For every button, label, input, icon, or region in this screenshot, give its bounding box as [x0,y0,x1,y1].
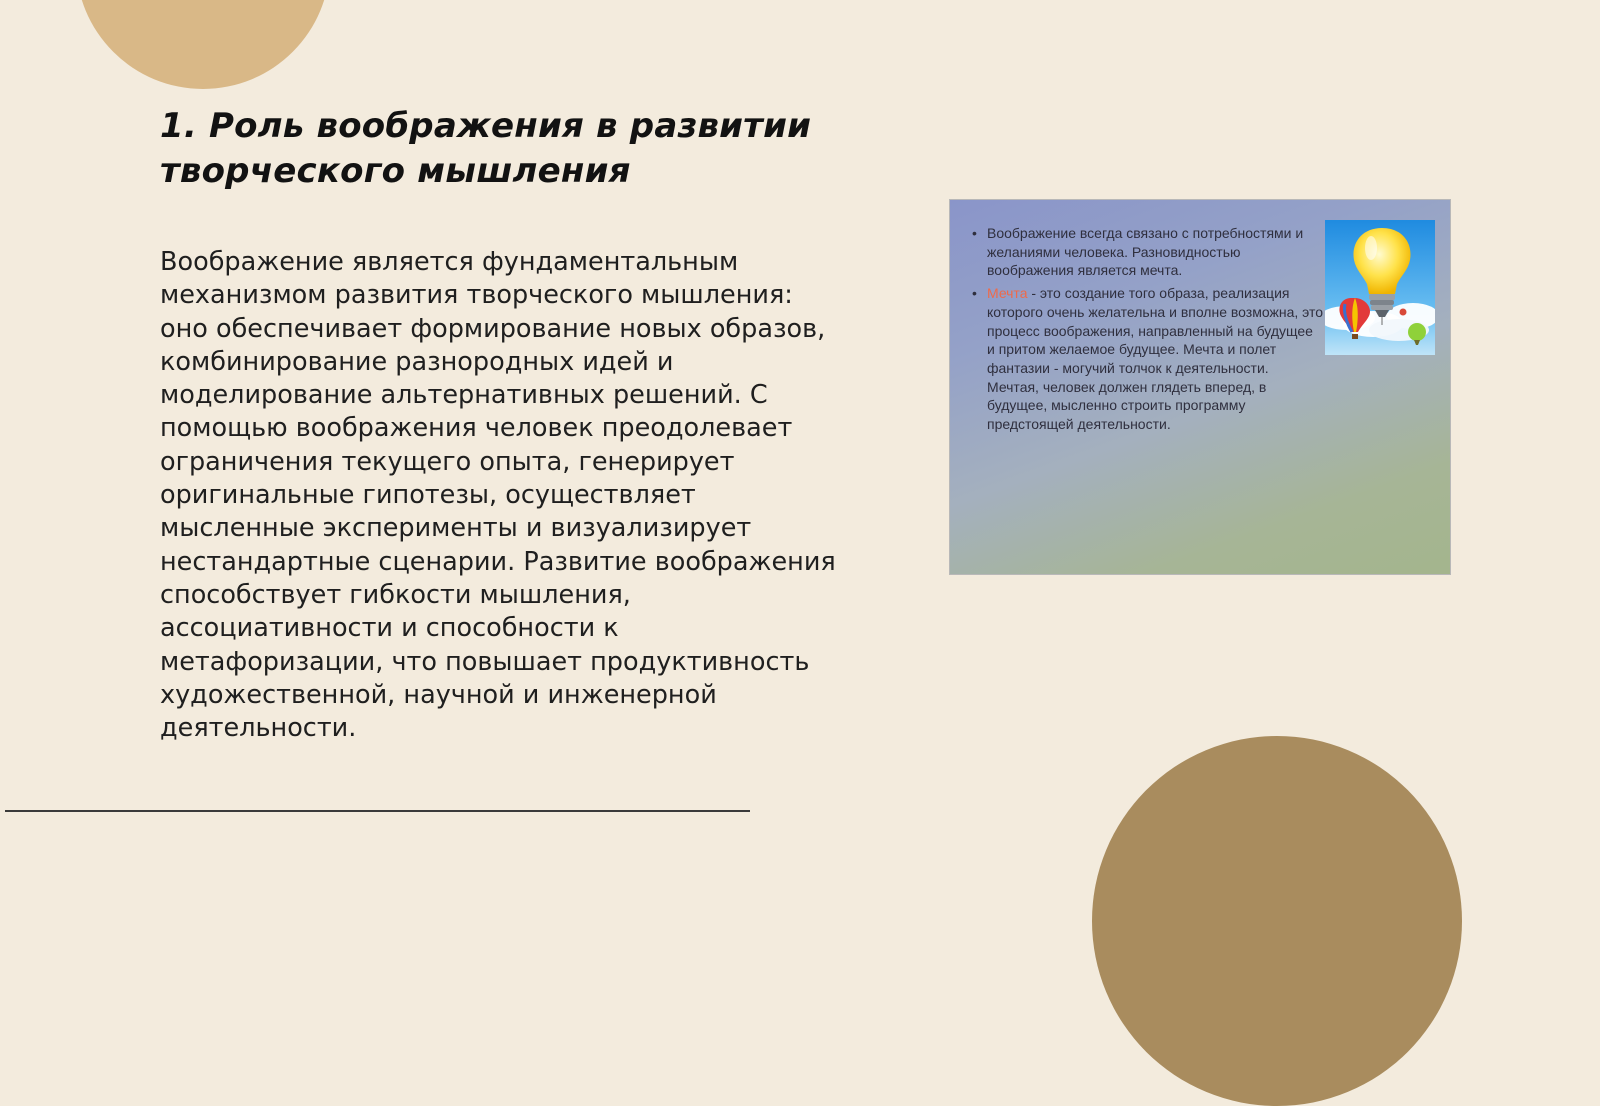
image-bullet-2-text: - это создание того образа, реализация которого очень желательна и вполне возможна, это процесс воображения, направленный на будущее и притом желаемое будущее. Мечта и полет фантазии - могучий толчок к деятельности. Мечтая, человек должен глядеть вперед, в будущее, мысленно строить программу предстоящей деятельности. [987,285,1324,433]
image-bullet-2 [970,284,1324,434]
decorative-circle-top [76,0,330,89]
lightbulb-balloons-icon [1325,220,1435,355]
image-bullet-list [970,224,1324,438]
embedded-slide-image [950,200,1450,574]
decorative-circle-bottom [1092,736,1462,1106]
divider-line [5,810,750,812]
image-bullet-1 [970,224,1324,280]
image-bullet-1-text: Воображение всегда связано с потребностями и желаниями человека. Разновидностью воображения является мечта. [987,225,1304,279]
slide-body-text: Воображение является фундаментальным механизмом развития творческого мышления: оно обеспечивает формирование новых образов, комбинирование разнородных идей и моделирование альтернативных решений. С помощью воображения человек преодолевает ограничения текущего опыта, генерирует оригинальные гипотезы, осуществляет мысленные эксперименты и визуализирует нестандартные сценарии. Развитие воображения способствует гибкости мышления, ассоциативности и способности к метафоризации, что повышает продуктивность художественной, научной и инженерной деятельности. [160,247,836,744]
slide-title: 1. Роль воображения в развитии творческого мышления [160,106,812,191]
image-bullet-2-highlight: Мечта [987,285,1028,302]
